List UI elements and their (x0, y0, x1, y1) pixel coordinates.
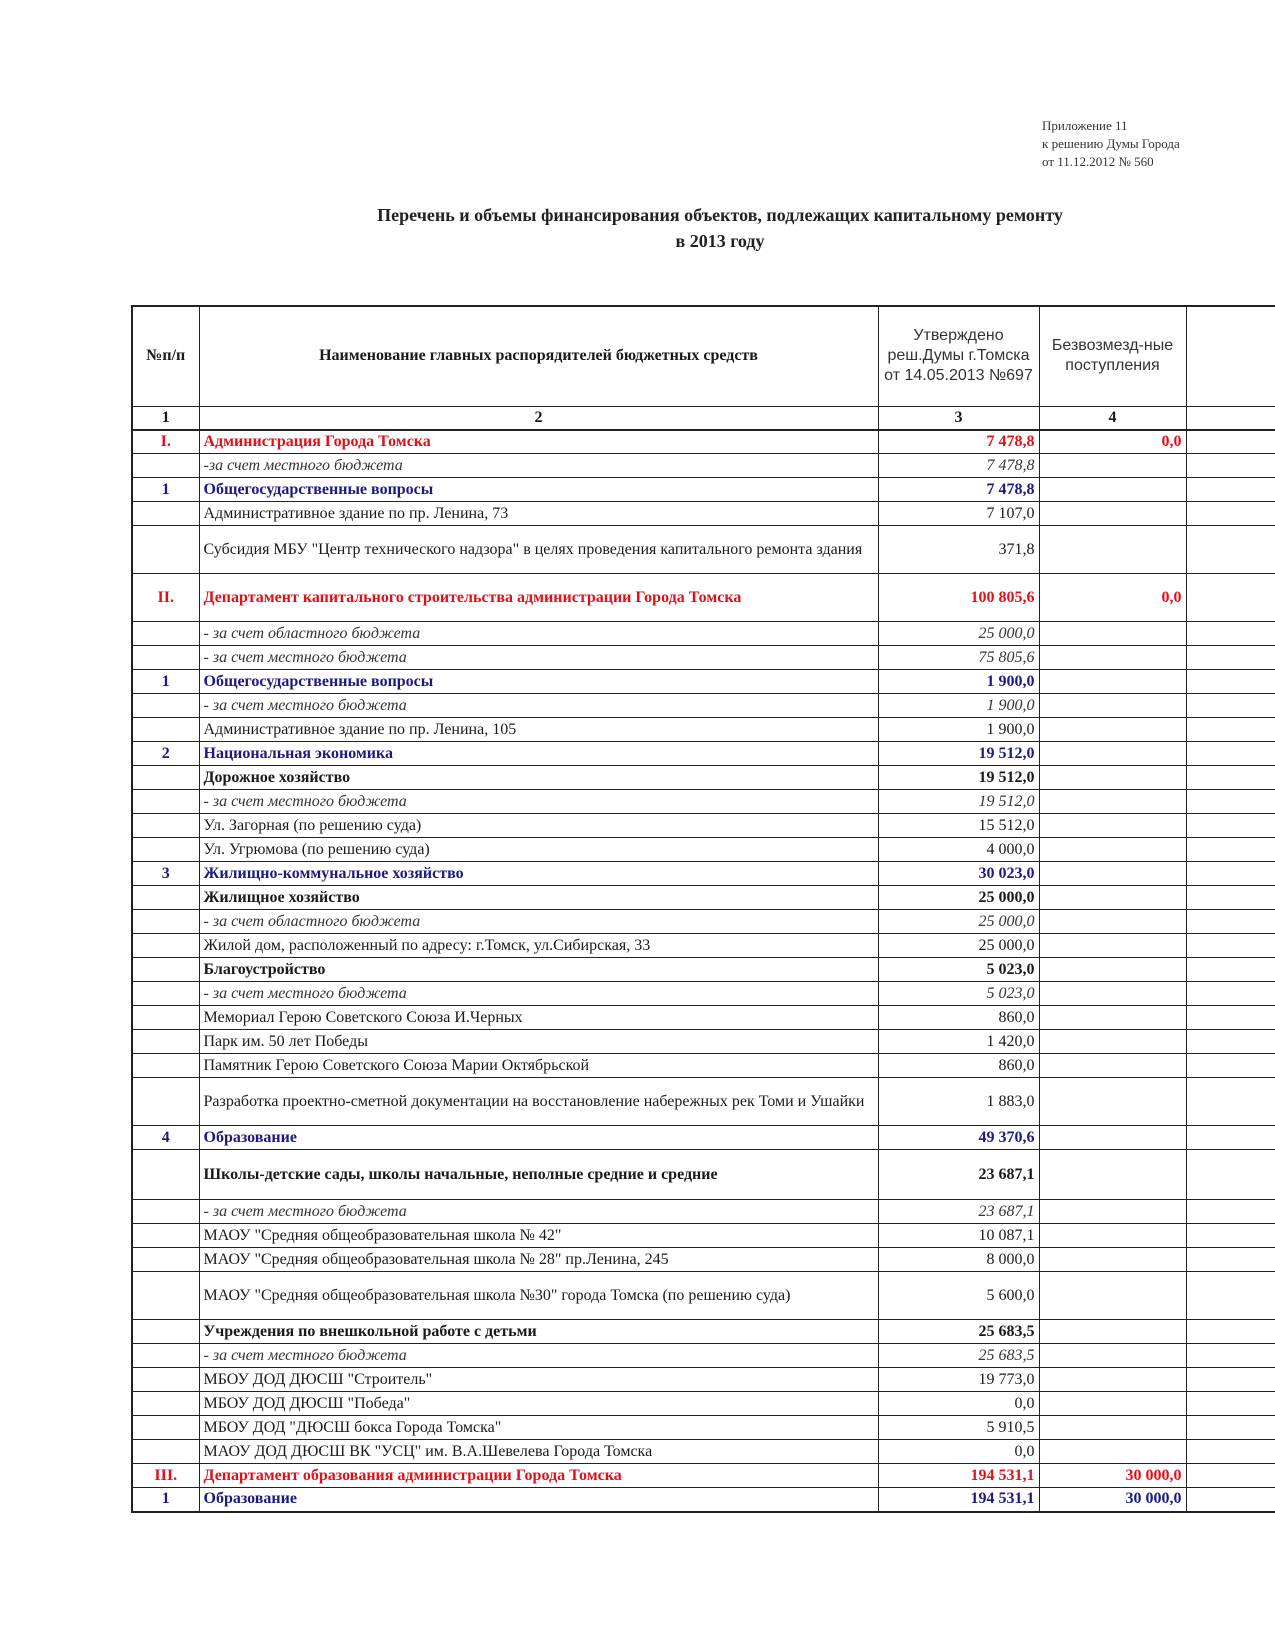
row-approved-amount: 194 531,1 (878, 1488, 1039, 1512)
table-row (132, 742, 1275, 766)
row-grants-amount (1039, 1006, 1186, 1030)
row-grants-amount (1039, 982, 1186, 1006)
row-approved-amount: 1 900,0 (878, 694, 1039, 718)
header-num: №п/п (132, 306, 199, 406)
row-extra (1186, 1078, 1275, 1126)
row-extra (1186, 742, 1275, 766)
row-grants-amount: 30 000,0 (1039, 1488, 1186, 1512)
table-row (132, 1392, 1275, 1416)
row-grants-amount (1039, 694, 1186, 718)
table-row (132, 718, 1275, 742)
row-number (132, 1200, 199, 1224)
appendix-reference (1042, 117, 1180, 171)
table-row (132, 1224, 1275, 1248)
row-extra (1186, 1320, 1275, 1344)
title-line-2: в 2013 году (675, 231, 765, 251)
row-approved-amount: 7 478,8 (878, 478, 1039, 502)
column-number-1: 1 (132, 406, 199, 430)
row-number (132, 526, 199, 574)
row-name: Учреждения по внешкольной работе с детьми (199, 1320, 878, 1344)
row-approved-amount: 15 512,0 (878, 814, 1039, 838)
row-grants-amount (1039, 766, 1186, 790)
row-number: 1 (132, 1488, 199, 1512)
row-approved-amount: 371,8 (878, 526, 1039, 574)
row-approved-amount: 4 000,0 (878, 838, 1039, 862)
row-extra (1186, 454, 1275, 478)
table-row (132, 766, 1275, 790)
table-row (132, 1248, 1275, 1272)
row-extra (1186, 982, 1275, 1006)
row-number (132, 646, 199, 670)
table-row (132, 1320, 1275, 1344)
row-number (132, 1248, 199, 1272)
row-name: Мемориал Герою Советского Союза И.Черных (199, 1006, 878, 1030)
row-grants-amount (1039, 1416, 1186, 1440)
row-grants-amount (1039, 1030, 1186, 1054)
row-extra (1186, 814, 1275, 838)
title-line-1: Перечень и объемы финансирования объектов, подлежащих капитальному ремонту (377, 205, 1063, 225)
row-approved-amount: 194 531,1 (878, 1464, 1039, 1488)
row-grants-amount (1039, 790, 1186, 814)
table-row (132, 1006, 1275, 1030)
row-number (132, 934, 199, 958)
row-extra (1186, 886, 1275, 910)
row-name: Парк им. 50 лет Победы (199, 1030, 878, 1054)
row-number: 1 (132, 670, 199, 694)
row-approved-amount: 5 023,0 (878, 982, 1039, 1006)
row-extra (1186, 934, 1275, 958)
table-body (132, 430, 1275, 1512)
row-approved-amount: 7 478,8 (878, 430, 1039, 454)
row-approved-amount: 7 478,8 (878, 454, 1039, 478)
row-number (132, 790, 199, 814)
appendix-line-2: к решению Думы Города (1042, 136, 1180, 151)
table-row (132, 1054, 1275, 1078)
column-number-2: 2 (199, 406, 878, 430)
row-name: Административное здание по пр. Ленина, 73 (199, 502, 878, 526)
row-grants-amount (1039, 1392, 1186, 1416)
document-title (200, 202, 1240, 254)
row-name: Национальная экономика (199, 742, 878, 766)
row-extra (1186, 1224, 1275, 1248)
row-approved-amount: 1 900,0 (878, 718, 1039, 742)
table-row (132, 790, 1275, 814)
row-number: 1 (132, 478, 199, 502)
row-approved-amount: 19 512,0 (878, 790, 1039, 814)
row-approved-amount: 0,0 (878, 1440, 1039, 1464)
row-number (132, 1150, 199, 1200)
row-name: Жилищное хозяйство (199, 886, 878, 910)
row-name: - за счет местного бюджета (199, 646, 878, 670)
row-approved-amount: 10 087,1 (878, 1224, 1039, 1248)
header-name: Наименование главных распорядителей бюджетных средств (199, 306, 878, 406)
row-approved-amount: 30 023,0 (878, 862, 1039, 886)
row-grants-amount: 0,0 (1039, 574, 1186, 622)
row-approved-amount: 25 000,0 (878, 934, 1039, 958)
row-grants-amount (1039, 526, 1186, 574)
row-number (132, 1224, 199, 1248)
row-grants-amount (1039, 622, 1186, 646)
row-number (132, 1416, 199, 1440)
table-row (132, 838, 1275, 862)
row-number (132, 1030, 199, 1054)
row-extra (1186, 1030, 1275, 1054)
row-number (132, 502, 199, 526)
row-extra (1186, 1126, 1275, 1150)
row-extra (1186, 1464, 1275, 1488)
row-grants-amount (1039, 1150, 1186, 1200)
table-row (132, 430, 1275, 454)
column-number-3: 3 (878, 406, 1039, 430)
row-name: Разработка проектно-сметной документации на восстановление набережных рек Томи и Ушайки (199, 1078, 878, 1126)
row-grants-amount: 0,0 (1039, 430, 1186, 454)
table-row (132, 886, 1275, 910)
row-extra (1186, 910, 1275, 934)
row-extra (1186, 1344, 1275, 1368)
row-extra (1186, 790, 1275, 814)
table-row (132, 1272, 1275, 1320)
row-approved-amount: 5 910,5 (878, 1416, 1039, 1440)
row-extra (1186, 430, 1275, 454)
row-name: Школы-детские сады, школы начальные, неполные средние и средние (199, 1150, 878, 1200)
row-approved-amount: 0,0 (878, 1392, 1039, 1416)
row-extra (1186, 1150, 1275, 1200)
row-name: Общегосударственные вопросы (199, 670, 878, 694)
row-number (132, 838, 199, 862)
row-number (132, 1006, 199, 1030)
column-number-5 (1186, 406, 1275, 430)
row-name: МБОУ ДОД ДЮСШ "Победа" (199, 1392, 878, 1416)
row-grants-amount (1039, 1368, 1186, 1392)
row-extra (1186, 958, 1275, 982)
row-grants-amount (1039, 1440, 1186, 1464)
table-row (132, 670, 1275, 694)
row-approved-amount: 23 687,1 (878, 1200, 1039, 1224)
row-number (132, 1320, 199, 1344)
row-name: МАОУ "Средняя общеобразовательная школа №30" города Томска (по решению суда) (199, 1272, 878, 1320)
row-number (132, 1440, 199, 1464)
table-row (132, 1464, 1275, 1488)
row-name: Памятник Герою Советского Союза Марии Октябрьской (199, 1054, 878, 1078)
row-number: II. (132, 574, 199, 622)
row-number (132, 1078, 199, 1126)
row-name: Образование (199, 1126, 878, 1150)
row-grants-amount (1039, 1248, 1186, 1272)
table-row (132, 502, 1275, 526)
table-row (132, 982, 1275, 1006)
row-number (132, 1392, 199, 1416)
table-row (132, 1344, 1275, 1368)
row-approved-amount: 8 000,0 (878, 1248, 1039, 1272)
row-name: Благоустройство (199, 958, 878, 982)
row-approved-amount: 19 773,0 (878, 1368, 1039, 1392)
row-number (132, 454, 199, 478)
row-extra (1186, 1392, 1275, 1416)
row-name: Дорожное хозяйство (199, 766, 878, 790)
row-name: - за счет областного бюджета (199, 622, 878, 646)
header-approved: Утверждено реш.Думы г.Томска от 14.05.2013 №697 (878, 306, 1039, 406)
row-extra (1186, 1488, 1275, 1512)
row-grants-amount (1039, 1078, 1186, 1126)
row-number (132, 982, 199, 1006)
row-number (132, 694, 199, 718)
row-extra (1186, 1054, 1275, 1078)
row-number (132, 1054, 199, 1078)
row-extra (1186, 1248, 1275, 1272)
row-grants-amount (1039, 838, 1186, 862)
row-extra (1186, 526, 1275, 574)
row-name: Общегосударственные вопросы (199, 478, 878, 502)
row-grants-amount (1039, 454, 1186, 478)
row-approved-amount: 1 420,0 (878, 1030, 1039, 1054)
row-grants-amount (1039, 478, 1186, 502)
row-name: Административное здание по пр. Ленина, 105 (199, 718, 878, 742)
table-row (132, 1030, 1275, 1054)
row-extra (1186, 622, 1275, 646)
row-grants-amount (1039, 886, 1186, 910)
row-approved-amount: 5 023,0 (878, 958, 1039, 982)
row-extra (1186, 1006, 1275, 1030)
table-row (132, 574, 1275, 622)
row-approved-amount: 25 000,0 (878, 622, 1039, 646)
row-approved-amount: 25 000,0 (878, 886, 1039, 910)
row-number (132, 1368, 199, 1392)
row-approved-amount: 25 683,5 (878, 1344, 1039, 1368)
row-grants-amount (1039, 814, 1186, 838)
table-row (132, 526, 1275, 574)
table-row (132, 1368, 1275, 1392)
financing-table (131, 305, 1275, 1513)
row-grants-amount (1039, 646, 1186, 670)
row-name: МБОУ ДОД "ДЮСШ бокса Города Томска" (199, 1416, 878, 1440)
row-approved-amount: 23 687,1 (878, 1150, 1039, 1200)
table-row (132, 934, 1275, 958)
row-number (132, 718, 199, 742)
table-row (132, 1078, 1275, 1126)
row-number (132, 1272, 199, 1320)
row-extra (1186, 862, 1275, 886)
row-grants-amount (1039, 670, 1186, 694)
row-number (132, 910, 199, 934)
header-grants: Безвозмезд-ные поступления (1039, 306, 1186, 406)
row-name: -за счет местного бюджета (199, 454, 878, 478)
row-approved-amount: 25 000,0 (878, 910, 1039, 934)
row-approved-amount: 1 900,0 (878, 670, 1039, 694)
table-row (132, 1488, 1275, 1512)
row-approved-amount: 100 805,6 (878, 574, 1039, 622)
row-name: Жилищно-коммунальное хозяйство (199, 862, 878, 886)
row-name: - за счет местного бюджета (199, 982, 878, 1006)
row-grants-amount: 30 000,0 (1039, 1464, 1186, 1488)
row-extra (1186, 1440, 1275, 1464)
row-grants-amount (1039, 1320, 1186, 1344)
table-row (132, 454, 1275, 478)
row-extra (1186, 1368, 1275, 1392)
appendix-line-3: от 11.12.2012 № 560 (1042, 154, 1154, 169)
row-name: - за счет местного бюджета (199, 790, 878, 814)
row-number: 2 (132, 742, 199, 766)
row-name: Жилой дом, расположенный по адресу: г.Томск, ул.Сибирская, 33 (199, 934, 878, 958)
row-extra (1186, 694, 1275, 718)
row-extra (1186, 646, 1275, 670)
row-grants-amount (1039, 910, 1186, 934)
row-name: - за счет местного бюджета (199, 1344, 878, 1368)
row-approved-amount: 1 883,0 (878, 1078, 1039, 1126)
row-name: Ул. Загорная (по решению суда) (199, 814, 878, 838)
row-grants-amount (1039, 1054, 1186, 1078)
row-name: МБОУ ДОД ДЮСШ "Строитель" (199, 1368, 878, 1392)
row-grants-amount (1039, 862, 1186, 886)
table-row (132, 694, 1275, 718)
table-row (132, 958, 1275, 982)
row-approved-amount: 860,0 (878, 1054, 1039, 1078)
row-grants-amount (1039, 718, 1186, 742)
table-row (132, 814, 1275, 838)
table-row (132, 646, 1275, 670)
row-grants-amount (1039, 742, 1186, 766)
row-number (132, 766, 199, 790)
row-name: МАОУ "Средняя общеобразовательная школа № 28" пр.Ленина, 245 (199, 1248, 878, 1272)
row-number: 3 (132, 862, 199, 886)
row-number: 4 (132, 1126, 199, 1150)
row-name: МАОУ ДОД ДЮСШ ВК "УСЦ" им. В.А.Шевелева Города Томска (199, 1440, 878, 1464)
row-name: - за счет местного бюджета (199, 694, 878, 718)
row-approved-amount: 75 805,6 (878, 646, 1039, 670)
header-extra (1186, 306, 1275, 406)
row-name: Субсидия МБУ "Центр технического надзора" в целях проведения капитального ремонта здания (199, 526, 878, 574)
row-extra (1186, 478, 1275, 502)
table-row (132, 1416, 1275, 1440)
row-approved-amount: 49 370,6 (878, 1126, 1039, 1150)
row-extra (1186, 766, 1275, 790)
row-approved-amount: 19 512,0 (878, 766, 1039, 790)
row-number (132, 886, 199, 910)
table-row (132, 622, 1275, 646)
column-numbers-row (132, 406, 1275, 430)
row-approved-amount: 7 107,0 (878, 502, 1039, 526)
row-grants-amount (1039, 502, 1186, 526)
row-approved-amount: 25 683,5 (878, 1320, 1039, 1344)
row-extra (1186, 1272, 1275, 1320)
row-grants-amount (1039, 934, 1186, 958)
row-number (132, 814, 199, 838)
table-row (132, 862, 1275, 886)
row-number: III. (132, 1464, 199, 1488)
table-row (132, 1150, 1275, 1200)
row-grants-amount (1039, 1200, 1186, 1224)
row-grants-amount (1039, 958, 1186, 982)
row-name: МАОУ "Средняя общеобразовательная школа № 42" (199, 1224, 878, 1248)
row-number (132, 958, 199, 982)
table-row (132, 1200, 1275, 1224)
row-extra (1186, 1416, 1275, 1440)
row-extra (1186, 502, 1275, 526)
table-row (132, 1126, 1275, 1150)
table-row (132, 478, 1275, 502)
row-approved-amount: 19 512,0 (878, 742, 1039, 766)
row-name: Департамент образования администрации Города Томска (199, 1464, 878, 1488)
table-header-row (132, 306, 1275, 406)
row-grants-amount (1039, 1126, 1186, 1150)
row-name: Департамент капитального строительства администрации Города Томска (199, 574, 878, 622)
table-row (132, 910, 1275, 934)
row-extra (1186, 838, 1275, 862)
row-number: I. (132, 430, 199, 454)
row-extra (1186, 718, 1275, 742)
row-number (132, 1344, 199, 1368)
row-approved-amount: 5 600,0 (878, 1272, 1039, 1320)
row-name: Ул. Угрюмова (по решению суда) (199, 838, 878, 862)
row-grants-amount (1039, 1272, 1186, 1320)
row-name: Образование (199, 1488, 878, 1512)
row-grants-amount (1039, 1224, 1186, 1248)
row-approved-amount: 860,0 (878, 1006, 1039, 1030)
row-extra (1186, 574, 1275, 622)
row-name: Администрация Города Томска (199, 430, 878, 454)
appendix-line-1: Приложение 11 (1042, 118, 1128, 133)
column-number-4: 4 (1039, 406, 1186, 430)
row-number (132, 622, 199, 646)
row-name: - за счет областного бюджета (199, 910, 878, 934)
table-row (132, 1440, 1275, 1464)
row-extra (1186, 670, 1275, 694)
row-name: - за счет местного бюджета (199, 1200, 878, 1224)
row-extra (1186, 1200, 1275, 1224)
row-grants-amount (1039, 1344, 1186, 1368)
